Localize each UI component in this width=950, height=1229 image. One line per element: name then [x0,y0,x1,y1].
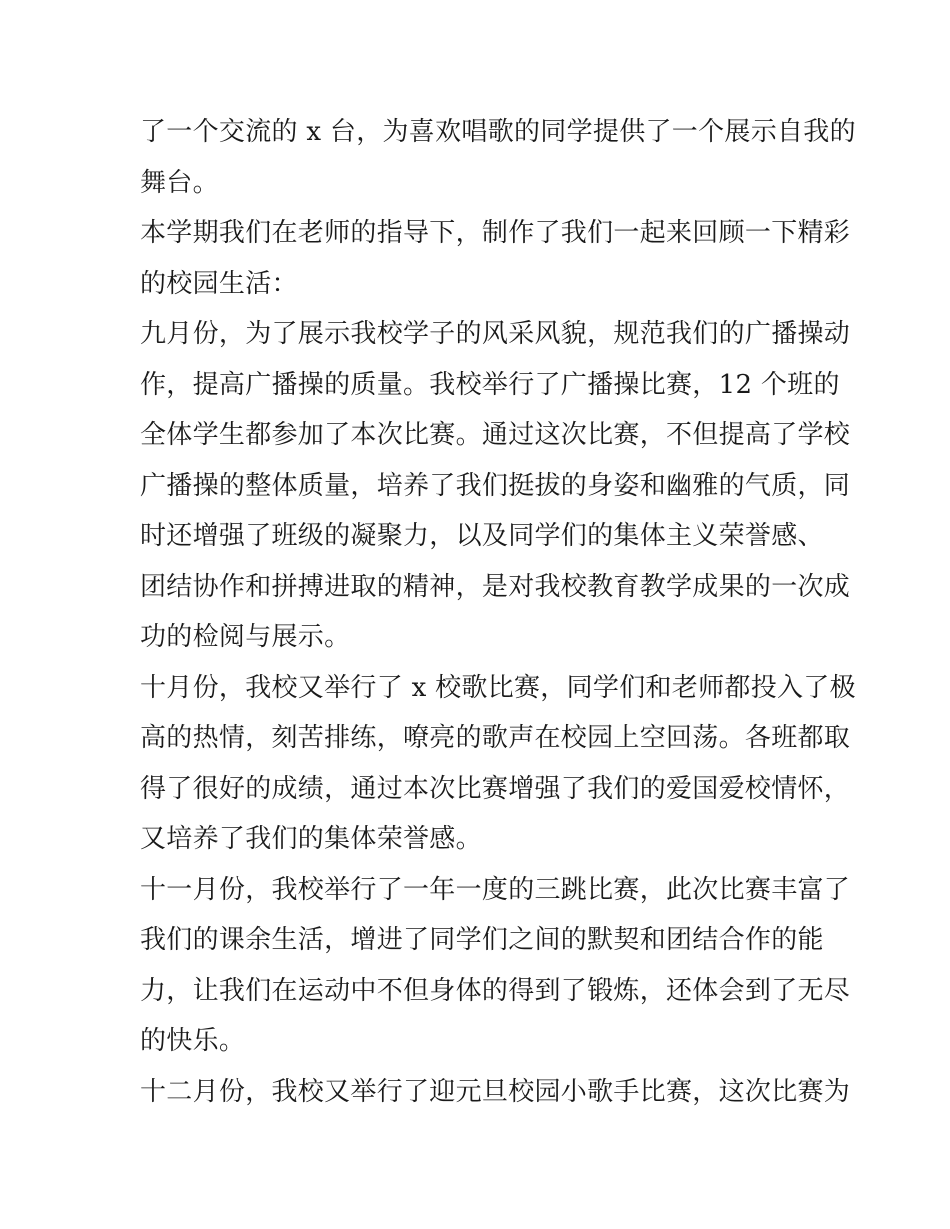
text-line: 得了很好的成绩，通过本次比赛增强了我们的爱国爱校情怀， [140,773,851,804]
text-line: 了一个交流的 x 台，为喜欢唱歌的同学提供了一个展示自我的 [140,117,856,147]
text-line: 十月份，我校又举行了 x 校歌比赛，同学们和老师都投入了极 [140,672,856,703]
text-line: 舞台。 [140,167,219,198]
text-line: 十一月份，我校举行了一年一度的三跳比赛，此次比赛丰富了 [140,874,851,905]
text-line: 广播操的整体质量，培养了我们挺拔的身姿和幽雅的气质，同 [140,470,851,501]
text-line: 时还增强了班级的凝聚力，以及同学们的集体主义荣誉感、 [140,521,824,551]
text-line: 九月份，为了展示我校学子的风采风貌，规范我们的广播操动 [140,319,851,349]
text-line: 作，提高广播操的质量。我校举行了广播操比赛，12 个班的 [140,369,840,400]
body-text [140,107,856,1117]
text-line: 团结协作和拼搏进取的精神，是对我校教育教学成果的一次成 [140,571,851,602]
text-line: 力，让我们在运动中不但身体的得到了锻炼，还体会到了无尽 [140,975,851,1006]
text-line: 的快乐。 [140,1026,246,1056]
text-line: 十二月份，我校又举行了迎元旦校园小歌手比赛，这次比赛为 [140,1076,851,1107]
text-line: 的校园生活： [140,268,298,299]
text-line: 功的检阅与展示。 [140,622,351,652]
text-line: 全体学生都参加了本次比赛。通过这次比赛，不但提高了学校 [140,420,851,450]
text-line: 本学期我们在老师的指导下，制作了我们一起来回顾一下精彩 [140,218,851,248]
text-line: 高的热情，刻苦排练，嘹亮的歌声在校园上空回荡。各班都取 [140,723,851,753]
text-line: 我们的课余生活，增进了同学们之间的默契和团结合作的能 [140,925,824,955]
text-line: 又培养了我们的集体荣誉感。 [140,824,482,854]
